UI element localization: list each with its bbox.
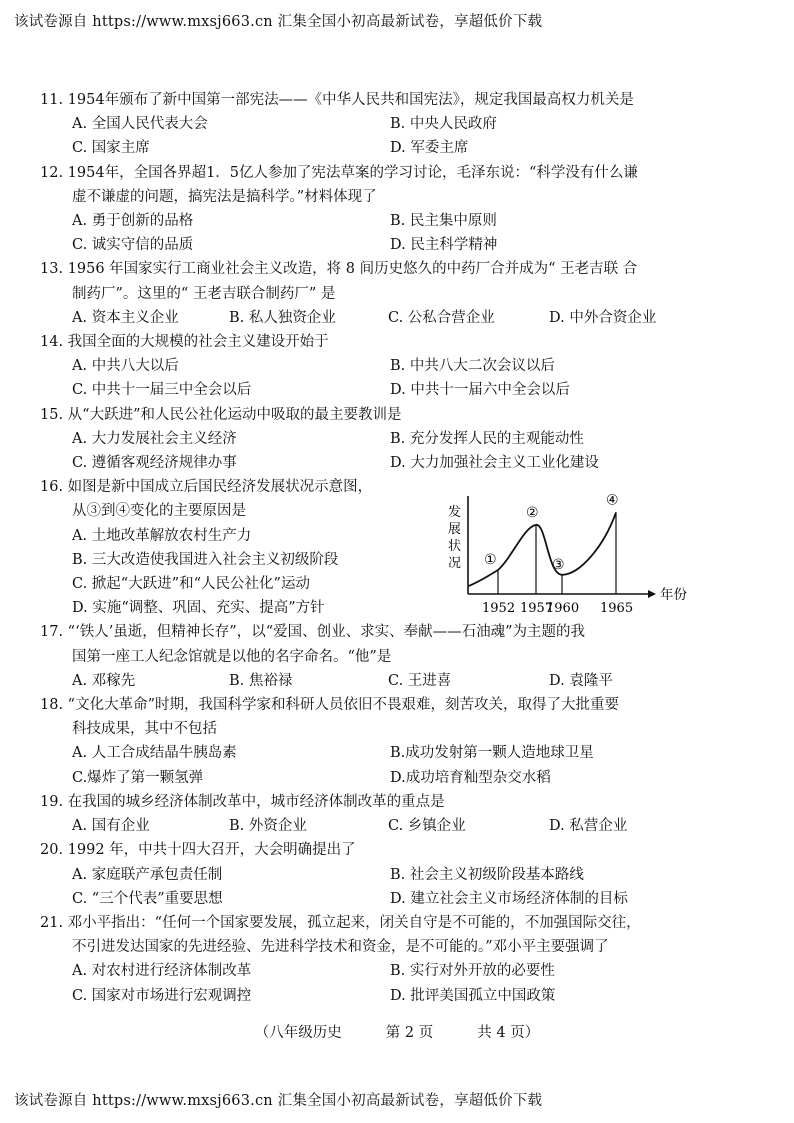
- option-c[interactable]: C. 遵循客观经济规律办事: [72, 455, 237, 472]
- option-c[interactable]: C.爆炸了第一颗氢弹: [72, 769, 204, 786]
- question-number: 12.: [40, 164, 64, 181]
- option-a[interactable]: A. 国有企业: [72, 818, 150, 835]
- question-text: 1992 年，中共十四大召开，大会明确提出了: [63, 842, 356, 859]
- question-number: 17.: [40, 624, 64, 641]
- question-text: “‘铁人’虽逝，但精神长存”，以“爱国、创业、求实、奉献——石油魂”为主题的我: [63, 624, 586, 641]
- option-d[interactable]: D. 私营企业: [549, 818, 628, 835]
- question-14: [40, 330, 740, 403]
- chart-tick-label: 1952: [482, 601, 516, 616]
- option-d[interactable]: D. 实施“调整、巩固、充实、提高”方针: [72, 600, 325, 617]
- option-c[interactable]: C. 王进喜: [388, 672, 452, 689]
- source-banner-top: 该试卷源自 https://www.mxsj663.cn 汇集全国小初高最新试卷，享超低价下载: [14, 14, 543, 30]
- question-number: 18.: [40, 697, 64, 714]
- chart-series-line: [468, 512, 616, 586]
- option-group: [40, 814, 740, 838]
- option-a[interactable]: A. 中共八大以后: [72, 358, 179, 375]
- question-stem: [40, 161, 740, 185]
- question-stem-continued: [40, 645, 740, 669]
- option-b[interactable]: B. 私人独资企业: [229, 309, 336, 326]
- question-stem: [40, 838, 740, 862]
- option-d[interactable]: D. 批评美国孤立中国政策: [390, 987, 556, 1004]
- question-stem: [40, 330, 740, 354]
- option-d[interactable]: D. 建立社会主义市场经济体制的目标: [390, 890, 628, 907]
- question-number: 13.: [40, 261, 64, 278]
- option-b[interactable]: B.成功发射第一颗人造地球卫星: [390, 745, 594, 762]
- chart-ylabel-char: 况: [448, 556, 462, 571]
- option-b[interactable]: B. 焦裕禄: [229, 672, 293, 689]
- question-text: 制药厂”。这里的“ 王老吉联合制药厂” 是: [72, 285, 336, 302]
- option-d[interactable]: D. 中共十一届六中全会以后: [390, 382, 570, 399]
- chart-point-label: ③: [552, 556, 565, 573]
- chart-ylabel-char: 展: [448, 522, 462, 537]
- question-number: 11.: [40, 92, 64, 108]
- question-20: [40, 838, 740, 911]
- question-stem: [40, 693, 740, 717]
- question-stem: [40, 88, 740, 112]
- option-group: [40, 306, 740, 330]
- chart-ylabel-char: 发: [448, 505, 462, 520]
- option-a[interactable]: A. 对农村进行经济体制改革: [72, 963, 252, 980]
- option-d[interactable]: D. 大力加强社会主义工业化建设: [390, 455, 599, 472]
- option-c[interactable]: C. 国家主席: [72, 140, 150, 157]
- option-group: [40, 112, 740, 160]
- option-b[interactable]: B. 民主集中原则: [390, 213, 497, 230]
- question-19: [40, 790, 740, 838]
- option-d[interactable]: D. 中外合资企业: [549, 309, 657, 326]
- question-text: 国第一座工人纪念馆就是以他的名字命名。“他”是: [72, 648, 392, 665]
- option-a[interactable]: A. 资本主义企业: [72, 309, 179, 326]
- question-stem-continued: [40, 717, 740, 741]
- question-stem: [40, 257, 740, 281]
- option-c[interactable]: C. 诚实守信的品质: [72, 237, 194, 254]
- question-stem: [40, 403, 740, 427]
- option-a[interactable]: A. 勇于创新的品格: [72, 213, 194, 230]
- question-text: 1956 年国家实行工商业社会主义改造，将 8 间历史悠久的中药厂合并成为“ 王老吉联 合: [63, 261, 638, 278]
- option-b[interactable]: B. 实行对外开放的必要性: [390, 963, 555, 980]
- option-group: [40, 427, 740, 475]
- chart-ylabel: [448, 505, 461, 571]
- question-text: 不引进发达国家的先进经验、先进科学技术和资金，是不可能的。”邓小平主要强调了: [72, 939, 609, 956]
- question-text: 科技成果，其中不包括: [72, 721, 217, 738]
- option-d[interactable]: D.成功培育籼型杂交水稻: [390, 769, 551, 786]
- option-a[interactable]: A. 大力发展社会主义经济: [72, 430, 237, 447]
- chart-tick-label: 1960: [546, 601, 580, 616]
- question-number: 21.: [40, 914, 64, 931]
- question-13: [40, 257, 740, 330]
- option-a[interactable]: A. 土地改革解放农村生产力: [72, 527, 252, 544]
- option-c[interactable]: C. 国家对市场进行宏观调控: [72, 987, 252, 1004]
- footer-page: 第 2 页: [385, 1025, 434, 1041]
- option-d[interactable]: D. 军委主席: [390, 140, 469, 157]
- question-text: 1954年，全国各界超1．5亿人参加了宪法草案的学习讨论，毛泽东说：“科学没有什么谦: [63, 164, 638, 181]
- option-b[interactable]: B. 充分发挥人民的主观能动性: [390, 430, 584, 447]
- option-c[interactable]: C. 掀起“大跃进”和“人民公社化”运动: [72, 576, 310, 593]
- footer-total: 共 4 页）: [477, 1025, 540, 1041]
- option-group: [40, 741, 740, 789]
- option-c[interactable]: C. 乡镇企业: [388, 818, 466, 835]
- question-stem-continued: [40, 185, 740, 209]
- question-18: [40, 693, 740, 790]
- chart-xlabel: 年份: [660, 587, 687, 603]
- option-group: [40, 669, 740, 693]
- option-b[interactable]: B. 社会主义初级阶段基本路线: [390, 866, 584, 883]
- question-text: 虚不谦虚的问题，搞宪法是搞科学。”材料体现了: [72, 188, 377, 205]
- question-text: 我国全面的大规模的社会主义建设开始于: [63, 334, 329, 351]
- question-15: [40, 403, 740, 476]
- option-d[interactable]: D. 民主科学精神: [390, 237, 498, 254]
- question-number: 20.: [40, 842, 64, 859]
- question-number: 15.: [40, 406, 64, 423]
- question-text: 1954年颁布了新中国第一部宪法——《中华人民共和国宪法》，规定我国最高权力机关是: [63, 92, 634, 108]
- chart-point-label: ④: [606, 492, 619, 509]
- option-a[interactable]: A. 邓稼先: [72, 672, 136, 689]
- option-c[interactable]: C. 中共十一届三中全会以后: [72, 382, 252, 399]
- question-stem: [40, 911, 740, 935]
- question-17: [40, 620, 740, 693]
- question-11: [40, 88, 740, 161]
- question-stem: [40, 790, 740, 814]
- option-group: [40, 863, 740, 911]
- question-text: 邓小平指出：“任何一个国家要发展，孤立起来，闭关自守是不可能的，不加强国际交往，: [63, 914, 641, 931]
- option-b[interactable]: B. 三大改造使我国进入社会主义初级阶段: [72, 551, 339, 568]
- option-b[interactable]: B. 中央人民政府: [390, 116, 497, 133]
- option-c[interactable]: C. 公私合营企业: [388, 309, 495, 326]
- option-c[interactable]: C. “三个代表”重要思想: [72, 890, 223, 907]
- question-text: 从“大跃进”和人民公社化运动中吸取的最主要教训是: [63, 406, 402, 423]
- question-number: 16.: [40, 479, 64, 496]
- question-text: 从③到④变化的主要原因是: [72, 503, 246, 520]
- question-text: 如图是新中国成立后国民经济发展状况示意图，: [63, 479, 373, 496]
- source-banner-bottom: 该试卷源自 https://www.mxsj663.cn 汇集全国小初高最新试卷，享超低价下载: [14, 1093, 543, 1109]
- option-a[interactable]: A. 全国人民代表大会: [72, 116, 208, 133]
- question-number: 19.: [40, 793, 64, 810]
- question-stem-continued: [40, 935, 740, 959]
- question-12: [40, 161, 740, 258]
- economy-chart: [420, 486, 700, 626]
- chart-ylabel-char: 状: [448, 539, 462, 554]
- option-a[interactable]: A. 人工合成结晶牛胰岛素: [72, 745, 237, 762]
- option-a[interactable]: A. 家庭联产承包责任制: [72, 866, 223, 883]
- chart-tick-label: 1965: [600, 601, 634, 616]
- question-number: 14.: [40, 334, 64, 351]
- question-text: “文化大革命”时期，我国科学家和科研人员依旧不畏艰难，刻苦攻关，取得了大批重要: [63, 697, 619, 714]
- chart-x-arrow: [648, 590, 656, 598]
- chart-point-label: ①: [484, 552, 497, 568]
- option-b[interactable]: B. 外资企业: [229, 818, 307, 835]
- question-21: [40, 911, 740, 1008]
- page-footer: [0, 1021, 794, 1042]
- option-d[interactable]: D. 袁隆平: [549, 672, 613, 689]
- question-stem-continued: [40, 282, 740, 306]
- question-text: 在我国的城乡经济体制改革中，城市经济体制改革的重点是: [63, 793, 445, 810]
- footer-subject: （八年级历史: [254, 1025, 342, 1041]
- chart-point-label: ②: [526, 504, 539, 521]
- option-group: [40, 959, 740, 1007]
- option-b[interactable]: B. 中共八大二次会议以后: [390, 358, 555, 375]
- chart-tick-label: 1957: [520, 601, 554, 616]
- option-group: [40, 209, 740, 257]
- option-group: [40, 354, 740, 402]
